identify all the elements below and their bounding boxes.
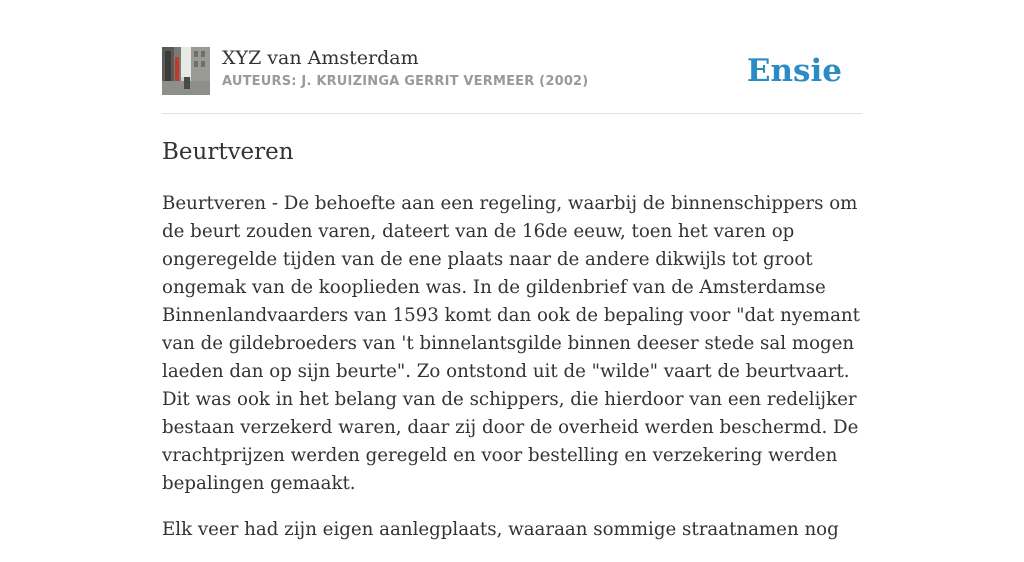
header-divider bbox=[162, 113, 862, 114]
article-paragraph: Beurtveren - De behoefte aan een regeling, waarbij de binnenschippers om de beurt zouden varen, dateert van de 16de eeuw, toen het varen op ongeregelde tijden van de ene plaats naar de andere dikwijls tot groot ongemak van de kooplieden was. In de gildenbrief van de Amsterdamse Binnenlandvaarders van 1593 komt dan ook de bepaling voor "dat nyemant van de gildebroeders van 't binnelantsgilde binnen deeser stede sal mogen laeden dan op sijn beurte". Zo ontstond uit de "wilde" vaart de beurtvaart. Dit was ook in het belang van de schippers, die hierdoor van een redelijker bestaan verzekerd waren, daar zij door de overheid werden beschermd. De vrachtprijzen werden geregeld en voor bestelling en verzekering werden bepalingen gemaakt. bbox=[162, 193, 860, 494]
source-authors: AUTEURS: J. KRUIZINGA GERRIT VERMEER (2002) bbox=[222, 74, 589, 89]
ensie-logo[interactable]: Ensie bbox=[746, 53, 842, 89]
street-photo-icon bbox=[162, 47, 210, 95]
source-title[interactable]: XYZ van Amsterdam bbox=[222, 47, 419, 69]
article-paragraph: Elk veer had zijn eigen aanlegplaats, waaraan sommige straatnamen nog bbox=[162, 519, 839, 540]
article-title: Beurtveren bbox=[162, 139, 294, 165]
source-header bbox=[162, 46, 862, 96]
source-avatar[interactable] bbox=[162, 47, 210, 95]
article-body bbox=[162, 190, 862, 562]
